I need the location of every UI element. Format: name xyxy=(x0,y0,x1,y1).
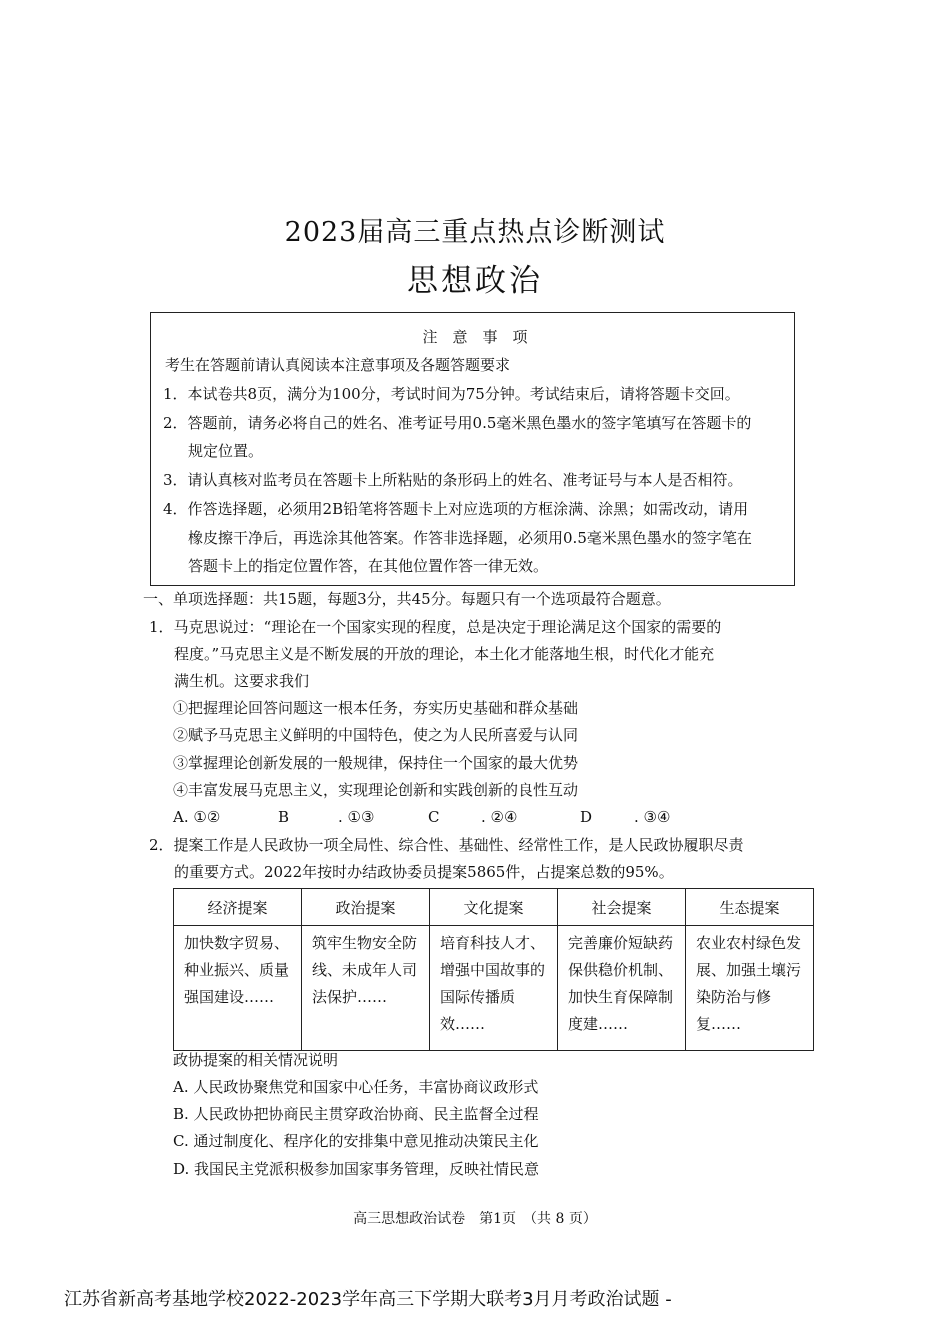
q1-option-c-letter: C xyxy=(428,808,440,826)
page-footer: 高三思想政治试卷 第1页 （共 8 页） xyxy=(353,1211,597,1227)
proposal-table xyxy=(173,888,814,1051)
table-header-economy: 经济提案 xyxy=(174,889,302,926)
q2-option-a: A. 人民政协聚焦党和国家中心任务，丰富协商议政形式 xyxy=(173,1078,539,1096)
table-header-society: 社会提案 xyxy=(558,889,686,926)
q1-stem-line-3: 满生机。这要求我们 xyxy=(174,672,310,690)
q2-ask: 政协提案的相关情况说明 xyxy=(173,1051,339,1069)
notice-heading: 注 意 事 项 xyxy=(422,328,528,346)
notice-item-4-cont2: 答题卡上的指定位置作答，在其他位置作答一律无效。 xyxy=(188,557,549,575)
notice-item-1: 1．本试卷共8页，满分为100分，考试时间为75分钟。考试结束后，请将答题卡交回。 xyxy=(163,385,740,403)
table-header-culture: 文化提案 xyxy=(430,889,558,926)
table-cell-economy: 加快数字贸易、种业振兴、质量强国建设…… xyxy=(174,926,302,1051)
q2-stem-line-2: 的重要方式。2022年按时办结政协委员提案5865件，占提案总数的95%。 xyxy=(174,863,674,881)
table-cell-politics: 筑牢生物安全防线、未成年人司法保护…… xyxy=(302,926,430,1051)
q1-statement-4: ④丰富发展马克思主义，实现理论创新和实践创新的良性互动 xyxy=(173,781,579,799)
q1-option-c: . ②④ xyxy=(481,808,518,826)
q1-option-b-letter: B xyxy=(278,808,290,826)
notice-item-4-cont1: 橡皮擦干净后，再选涂其他答案。作答非选择题，必须用0.5毫米黑色墨水的签字笔在 xyxy=(188,529,752,547)
q1-option-d-letter: D xyxy=(580,808,593,826)
table-header-politics: 政治提案 xyxy=(302,889,430,926)
notice-item-3: 3．请认真核对监考员在答题卡上所粘贴的条形码上的姓名、准考证号与本人是否相符。 xyxy=(163,471,743,489)
q1-stem-line-1: 1．马克思说过：“理论在一个国家实现的程度，总是决定于理论满足这个国家的需要的 xyxy=(149,618,722,636)
q2-option-c: C. 通过制度化、程序化的安排集中意见推动决策民主化 xyxy=(173,1132,539,1150)
q1-option-b: . ①③ xyxy=(338,808,375,826)
exam-title: 2023届高三重点热点诊断测试 xyxy=(284,217,666,248)
q1-option-a: A. ①② xyxy=(173,808,221,826)
notice-item-2: 2．答题前，请务必将自己的姓名、准考证号用0.5毫米黑色墨水的签字笔填写在答题卡的 xyxy=(163,414,752,432)
q1-stem-line-2: 程度。”马克思主义是不断发展的开放的理论，本土化才能落地生根，时代化才能充 xyxy=(174,645,715,663)
notice-intro: 考生在答题前请认真阅读本注意事项及各题答题要求 xyxy=(165,356,511,374)
table-cell-society: 完善廉价短缺药保供稳价机制、加快生育保障制度建…… xyxy=(558,926,686,1051)
notice-item-4: 4．作答选择题，必须用2B铅笔将答题卡上对应选项的方框涂满、涂黑；如需改动，请用 xyxy=(163,500,749,518)
q1-statement-1: ①把握理论回答问题这一根本任务，夯实历史基础和群众基础 xyxy=(173,699,579,717)
notice-item-2-cont: 规定位置。 xyxy=(188,442,264,460)
source-note: 江苏省新高考基地学校2022-2023学年高三下学期大联考3月月考政治试题 - xyxy=(64,1289,672,1310)
q1-statement-3: ③掌握理论创新发展的一般规律，保持住一个国家的最大优势 xyxy=(173,754,579,772)
table-cell-culture: 培育科技人才、增强中国故事的国际传播质效…… xyxy=(430,926,558,1051)
q2-stem-line-1: 2．提案工作是人民政协一项全局性、综合性、基础性、经常性工作，是人民政协履职尽责 xyxy=(149,836,744,854)
subject-title: 思想政治 xyxy=(407,263,543,299)
section-heading: 一、单项选择题：共15题，每题3分，共45分。每题只有一个选项最符合题意。 xyxy=(143,590,671,608)
q1-statement-2: ②赋予马克思主义鲜明的中国特色，使之为人民所喜爱与认同 xyxy=(173,726,579,744)
q1-option-d: . ③④ xyxy=(634,808,671,826)
q2-option-b: B. 人民政协把协商民主贯穿政治协商、民主监督全过程 xyxy=(173,1105,539,1123)
table-header-ecology: 生态提案 xyxy=(686,889,814,926)
q2-option-d: D. 我国民主党派积极参加国家事务管理，反映社情民意 xyxy=(173,1160,540,1178)
table-cell-ecology: 农业农村绿色发展、加强土壤污染防治与修复…… xyxy=(686,926,814,1051)
